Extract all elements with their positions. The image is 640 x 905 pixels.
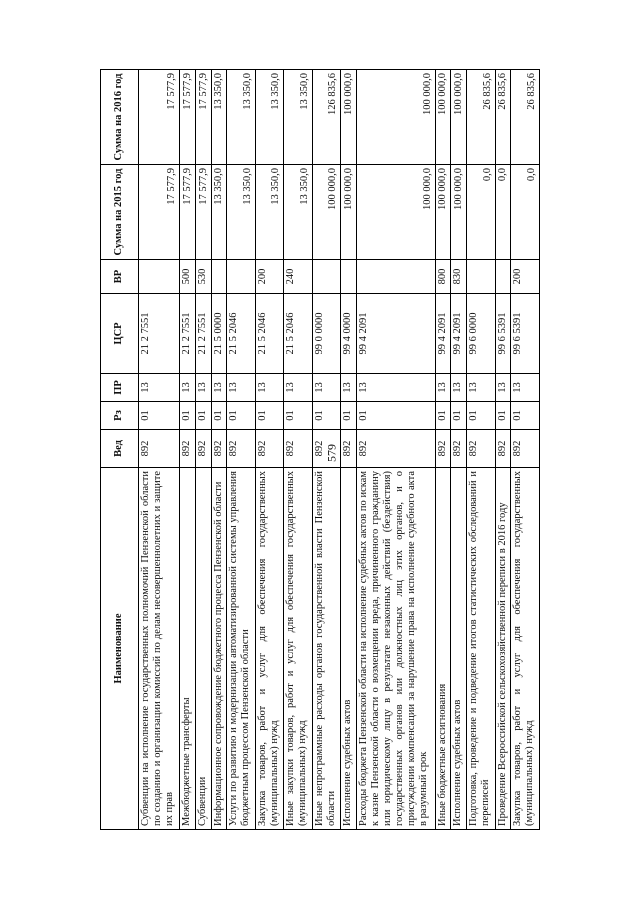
table-row bbox=[211, 70, 227, 830]
row-pr: 13 bbox=[495, 374, 511, 402]
row-csr: 99 4 2091 bbox=[435, 294, 451, 374]
row-vr: 800 bbox=[435, 260, 451, 294]
row-vr: 240 bbox=[284, 260, 312, 294]
header-sum-2016: Сумма на 2016 год bbox=[101, 70, 139, 165]
row-vr bbox=[340, 260, 356, 294]
table-row bbox=[435, 70, 451, 830]
row-name: Иные бюджетные ассигнования bbox=[435, 468, 451, 830]
row-pr: 13 bbox=[451, 374, 467, 402]
row-vr bbox=[227, 260, 255, 294]
header-vr: ВР bbox=[101, 260, 139, 294]
row-csr: 21 5 0000 bbox=[211, 294, 227, 374]
row-sum-2016: 26 835,6 bbox=[495, 70, 511, 165]
row-ved: 892 bbox=[139, 430, 180, 468]
row-sum-2015: 0,0 bbox=[495, 165, 511, 260]
table-row bbox=[139, 70, 180, 830]
budget-table bbox=[100, 69, 540, 830]
header-sum-2015: Сумма на 2015 год bbox=[101, 165, 139, 260]
row-sum-2015: 100 000,0 bbox=[356, 165, 435, 260]
row-csr: 99 4 2091 bbox=[356, 294, 435, 374]
row-rz: 01 bbox=[340, 402, 356, 430]
row-sum-2015: 13 350,0 bbox=[227, 165, 255, 260]
table-row bbox=[180, 70, 196, 830]
row-sum-2016: 13 350,0 bbox=[211, 70, 227, 165]
table-row bbox=[467, 70, 495, 830]
row-vr bbox=[139, 260, 180, 294]
row-vr: 530 bbox=[195, 260, 211, 294]
row-rz: 01 bbox=[495, 402, 511, 430]
row-sum-2016: 100 000,0 bbox=[356, 70, 435, 165]
row-vr: 830 bbox=[451, 260, 467, 294]
row-csr: 21 2 7551 bbox=[195, 294, 211, 374]
row-name: Проведение Всероссийской сельскохозяйственной переписи в 2016 году bbox=[495, 468, 511, 830]
row-vr bbox=[495, 260, 511, 294]
row-sum-2015: 100 000,0 bbox=[451, 165, 467, 260]
header-pr: ПР bbox=[101, 374, 139, 402]
table-row bbox=[255, 70, 283, 830]
row-sum-2015: 17 577,9 bbox=[195, 165, 211, 260]
row-csr: 99 6 5391 bbox=[495, 294, 511, 374]
row-sum-2016: 100 000,0 bbox=[340, 70, 356, 165]
row-sum-2016: 17 577,9 bbox=[180, 70, 196, 165]
row-sum-2016: 17 577,9 bbox=[139, 70, 180, 165]
row-pr: 13 bbox=[356, 374, 435, 402]
row-name: Подготовка, проведение и подведение итогов статистических обследований и переписей bbox=[467, 468, 495, 830]
row-sum-2016: 13 350,0 bbox=[255, 70, 283, 165]
row-sum-2015: 13 350,0 bbox=[284, 165, 312, 260]
row-ved: 892 bbox=[227, 430, 255, 468]
row-ved: 892 bbox=[467, 430, 495, 468]
row-sum-2015: 100 000,0 bbox=[435, 165, 451, 260]
row-name: Иные непрограммные расходы органов государственной власти Пензенской области bbox=[312, 468, 340, 830]
row-csr: 21 2 7551 bbox=[139, 294, 180, 374]
row-sum-2015: 13 350,0 bbox=[211, 165, 227, 260]
rotated-table-wrapper bbox=[100, 70, 540, 830]
row-sum-2016: 100 000,0 bbox=[435, 70, 451, 165]
row-rz: 01 bbox=[284, 402, 312, 430]
row-pr: 13 bbox=[435, 374, 451, 402]
row-name: Субвенции bbox=[195, 468, 211, 830]
table-row bbox=[340, 70, 356, 830]
row-vr: 200 bbox=[255, 260, 283, 294]
row-sum-2015: 17 577,9 bbox=[180, 165, 196, 260]
row-csr: 21 2 7551 bbox=[180, 294, 196, 374]
row-ved: 892 bbox=[255, 430, 283, 468]
table-row bbox=[356, 70, 435, 830]
row-csr: 99 0 0000 bbox=[312, 294, 340, 374]
row-sum-2016: 126 835,6 bbox=[312, 70, 340, 165]
header-name: Наименование bbox=[101, 468, 139, 830]
row-pr: 13 bbox=[227, 374, 255, 402]
row-ved: 892 bbox=[312, 430, 340, 468]
row-csr: 21 5 2046 bbox=[284, 294, 312, 374]
row-ved: 892 bbox=[495, 430, 511, 468]
row-rz: 01 bbox=[255, 402, 283, 430]
row-ved: 892 bbox=[284, 430, 312, 468]
table-header-row bbox=[101, 70, 139, 830]
row-name: Закупка товаров, работ и услуг для обеспечения государственных (муниципальных) нужд bbox=[255, 468, 283, 830]
row-ved: 892 bbox=[356, 430, 435, 468]
table-row bbox=[195, 70, 211, 830]
row-ved: 892 bbox=[511, 430, 540, 468]
row-vr: 200 bbox=[511, 260, 540, 294]
row-csr: 21 5 2046 bbox=[227, 294, 255, 374]
row-csr: 99 6 5391 bbox=[511, 294, 540, 374]
row-sum-2016: 26 835,6 bbox=[467, 70, 495, 165]
row-sum-2016: 13 350,0 bbox=[284, 70, 312, 165]
row-ved: 892 bbox=[340, 430, 356, 468]
row-rz: 01 bbox=[211, 402, 227, 430]
row-rz: 01 bbox=[435, 402, 451, 430]
row-vr: 500 bbox=[180, 260, 196, 294]
row-pr: 13 bbox=[195, 374, 211, 402]
row-rz: 01 bbox=[195, 402, 211, 430]
row-rz: 01 bbox=[451, 402, 467, 430]
row-pr: 13 bbox=[284, 374, 312, 402]
row-sum-2016: 13 350,0 bbox=[227, 70, 255, 165]
row-vr bbox=[211, 260, 227, 294]
row-sum-2015: 100 000,0 bbox=[312, 165, 340, 260]
row-sum-2016: 17 577,9 bbox=[195, 70, 211, 165]
row-name: Иные закупки товаров, работ и услуг для обеспечения государственных (муниципальных) нужд bbox=[284, 468, 312, 830]
row-rz: 01 bbox=[180, 402, 196, 430]
row-ved: 892 bbox=[180, 430, 196, 468]
table-row bbox=[312, 70, 340, 830]
row-rz: 01 bbox=[312, 402, 340, 430]
row-rz: 01 bbox=[227, 402, 255, 430]
row-sum-2015: 0,0 bbox=[511, 165, 540, 260]
row-ved: 892 bbox=[435, 430, 451, 468]
row-pr: 13 bbox=[211, 374, 227, 402]
row-name: Услуги по развитию и модернизации автоматизированной системы управления бюджетным процессом Пензенской области bbox=[227, 468, 255, 830]
row-pr: 13 bbox=[467, 374, 495, 402]
row-name: Субвенции на исполнение государственных полномочий Пензенской области по созданию и организации комиссий по делам несовершеннолетних и защите их прав bbox=[139, 468, 180, 830]
table-row bbox=[511, 70, 540, 830]
row-sum-2016: 100 000,0 bbox=[451, 70, 467, 165]
table-row bbox=[451, 70, 467, 830]
row-pr: 13 bbox=[340, 374, 356, 402]
row-name: Закупка товаров, работ и услуг для обеспечения государственных (муниципальных) нужд bbox=[511, 468, 540, 830]
row-pr: 13 bbox=[180, 374, 196, 402]
row-csr: 99 6 0000 bbox=[467, 294, 495, 374]
row-rz: 01 bbox=[511, 402, 540, 430]
row-pr: 13 bbox=[312, 374, 340, 402]
row-ved: 892 bbox=[195, 430, 211, 468]
page-number: 579 bbox=[324, 444, 339, 462]
row-pr: 13 bbox=[511, 374, 540, 402]
row-pr: 13 bbox=[255, 374, 283, 402]
header-csr: ЦСР bbox=[101, 294, 139, 374]
row-name: Информационное сопровождение бюджетного процесса Пензенской области bbox=[211, 468, 227, 830]
row-pr: 13 bbox=[139, 374, 180, 402]
row-rz: 01 bbox=[356, 402, 435, 430]
row-csr: 99 4 2091 bbox=[451, 294, 467, 374]
row-sum-2015: 17 577,9 bbox=[139, 165, 180, 260]
table-row bbox=[284, 70, 312, 830]
row-ved: 892 bbox=[451, 430, 467, 468]
row-sum-2015: 100 000,0 bbox=[340, 165, 356, 260]
row-vr bbox=[356, 260, 435, 294]
row-vr bbox=[312, 260, 340, 294]
row-name: Расходы бюджета Пензенской области на исполнение судебных актов по искам к казне Пензенской области о возмещении вреда, причиненного гражданину или юридическому лицу в результате незаконных действий (бездействия) государственных органов или должностных лиц этих органов, и о присуждении компенсации за нарушение права на исполнение судебного акта в разумный срок bbox=[356, 468, 435, 830]
row-rz: 01 bbox=[139, 402, 180, 430]
row-vr bbox=[467, 260, 495, 294]
row-sum-2015: 0,0 bbox=[467, 165, 495, 260]
header-ved: Вед bbox=[101, 430, 139, 468]
row-sum-2015: 13 350,0 bbox=[255, 165, 283, 260]
row-sum-2016: 26 835,6 bbox=[511, 70, 540, 165]
row-ved: 892 bbox=[211, 430, 227, 468]
row-csr: 21 5 2046 bbox=[255, 294, 283, 374]
header-rz: Рз bbox=[101, 402, 139, 430]
table-row bbox=[227, 70, 255, 830]
row-name: Межбюджетные трансферты bbox=[180, 468, 196, 830]
row-name: Исполнение судебных актов bbox=[451, 468, 467, 830]
row-csr: 99 4 0000 bbox=[340, 294, 356, 374]
row-name: Исполнение судебных актов bbox=[340, 468, 356, 830]
row-rz: 01 bbox=[467, 402, 495, 430]
table-row bbox=[495, 70, 511, 830]
